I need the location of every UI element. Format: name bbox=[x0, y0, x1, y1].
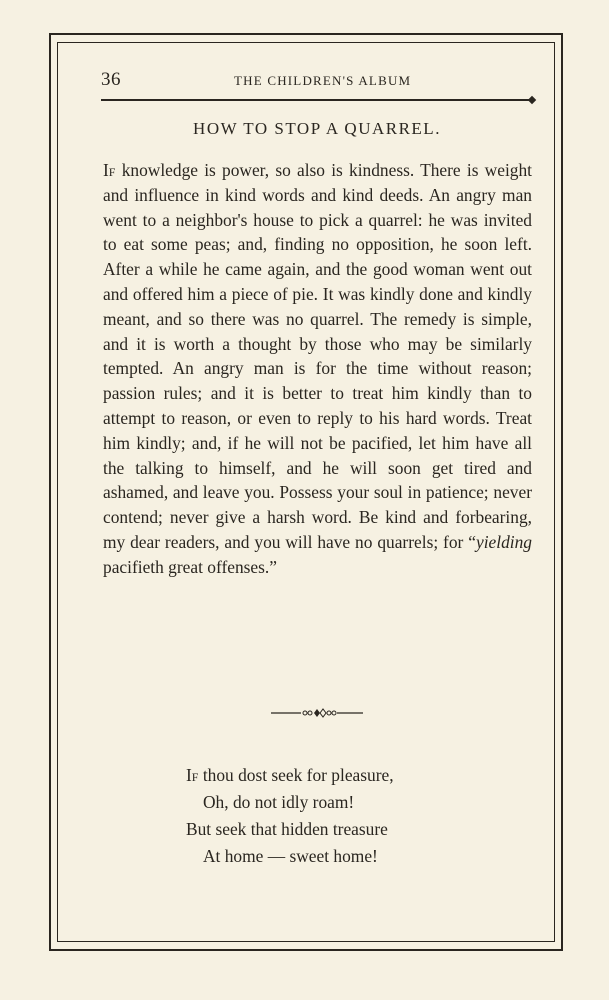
article-body-text: knowledge is power, so also is kindness. There is weight and influence in kind words and kind deeds. An angry man went to a neighbor's house to pick a quarrel: he was invited to eat some peas; and, finding no opposition, he soon left. After a while he came again, and the good woman went out and offered him a piece of pie. It was kindly done and kindly meant, and so there was no quarrel. The remedy is simple, and it is worth a thought by those who may be similarly tempted. An angry man is for the time without reason; passion rules; and it is better to treat him kindly than to attempt to reason, or even to reply to his hard words. Treat him kindly; and, if he will not be pacified, let him have all the talking to himself, and he will soon get tired and ashamed, and leave you. Possess your soul in patience; never contend; never give a harsh word. Be kind and forbearing, my dear readers, and you will have no quarrels; for bbox=[103, 160, 532, 552]
article-quote-open: “ bbox=[468, 531, 476, 552]
article-title: HOW TO STOP A QUARREL. bbox=[193, 119, 441, 138]
verse-line-2: Oh, do not idly roam! bbox=[203, 792, 355, 812]
verse-line-1-text: thou dost seek for pleasure, bbox=[198, 765, 394, 785]
verse-line-1 bbox=[186, 762, 394, 789]
verse bbox=[186, 762, 394, 870]
verse-dropcap: If bbox=[186, 765, 199, 785]
verse-line-3: But seek that hidden treasure bbox=[186, 819, 388, 839]
article-body bbox=[103, 158, 532, 580]
header-rule bbox=[101, 99, 531, 101]
verse-line-4: At home — sweet home! bbox=[203, 846, 378, 866]
section-divider-ornament bbox=[271, 706, 363, 720]
article-dropcap: If bbox=[103, 160, 116, 180]
article-quote-italic: yielding bbox=[475, 531, 532, 552]
article-quote-rest: pacifieth great offenses.” bbox=[103, 556, 277, 577]
running-head: THE CHILDREN'S ALBUM bbox=[234, 73, 412, 88]
page-number: 36 bbox=[101, 69, 121, 90]
page-header bbox=[101, 69, 533, 99]
article-paragraph bbox=[103, 158, 532, 580]
